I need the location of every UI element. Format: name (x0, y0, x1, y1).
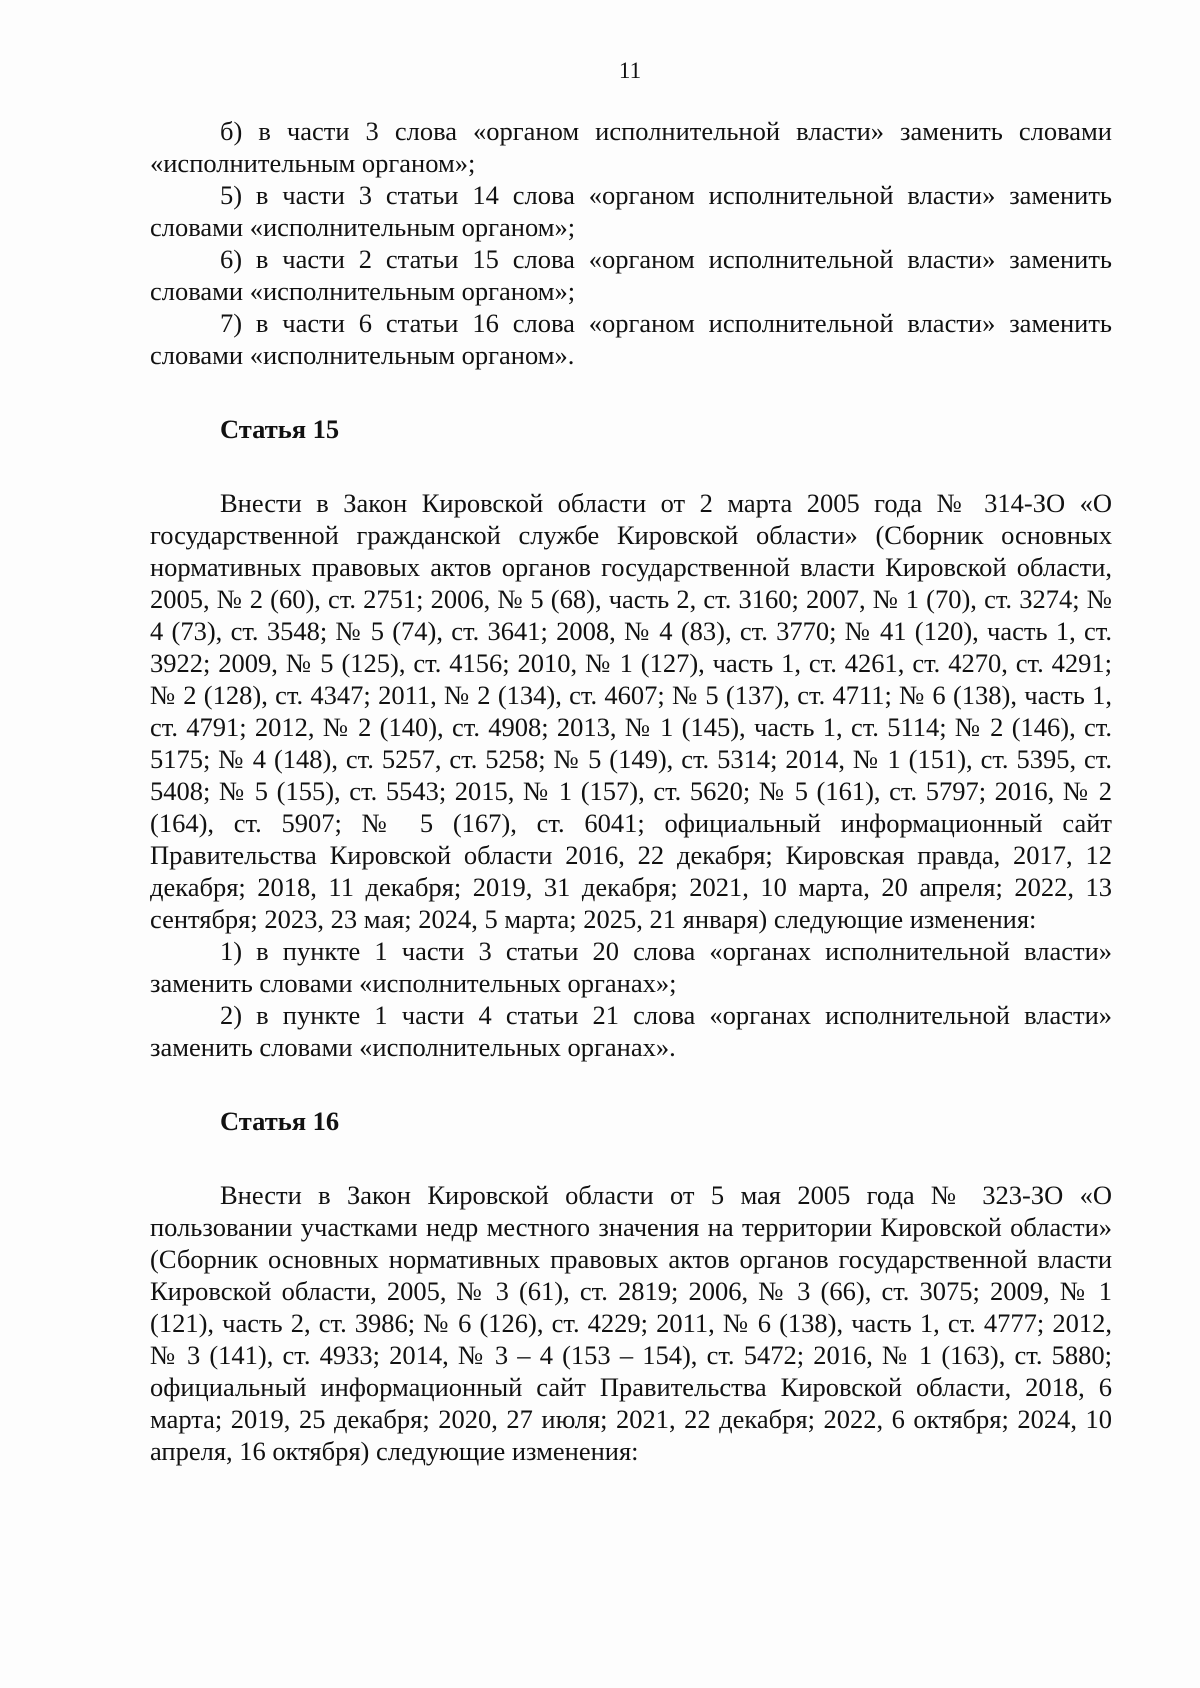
list-item: б) в части 3 слова «органом исполнительной власти» заменить словами «исполнительным органом»; (150, 116, 1112, 178)
list-item: 1) в пункте 1 части 3 статьи 20 слова «органах исполнительной власти» заменить словами «исполнительных органах»; (150, 936, 1112, 998)
article-16-heading: Статья 16 (220, 1106, 340, 1136)
page-number: 11 (618, 58, 642, 83)
article-16-intro: Внести в Закон Кировской области от 5 мая 2005 года № 323-ЗО «О пользовании участками недр местного значения на территории Кировской области» (Сборник основных нормативных правовых актов органов государственной власти Кировской области, 2005, № 3 (61), ст. 2819; 2006, № 3 (66), ст. 3075; 2009, № 1 (121), часть 2, ст. 3986; № 6 (126), ст. 4229; 2011, № 6 (138), часть 1, ст. 4777; 2012, № 3 (141), ст. 4933; 2014, № 3 – 4 (153 – 154), ст. 5472; 2016, № 1 (163), ст. 5880; официальный информационный сайт Правительства Кировской области, 2018, 6 марта; 2019, 25 декабря; 2020, 27 июля; 2021, 22 декабря; 2022, 6 октября; 2024, 10 апреля, 16 октября) следующие изменения: (150, 1180, 1112, 1466)
document-body (150, 115, 1112, 1467)
article-15-heading: Статья 15 (220, 414, 340, 444)
list-item: 7) в части 6 статьи 16 слова «органом исполнительной власти» заменить словами «исполнительным органом». (150, 308, 1112, 370)
list-item: 6) в части 2 статьи 15 слова «органом исполнительной власти» заменить словами «исполнительным органом»; (150, 244, 1112, 306)
list-item: 5) в части 3 статьи 14 слова «органом исполнительной власти» заменить словами «исполнительным органом»; (150, 180, 1112, 242)
article-15-intro: Внести в Закон Кировской области от 2 марта 2005 года № 314-ЗО «О государственной гражданской службе Кировской области» (Сборник основных нормативных правовых актов органов государственной власти Кировской области, 2005, № 2 (60), ст. 2751; 2006, № 5 (68), часть 2, ст. 3160; 2007, № 1 (70), ст. 3274; № 4 (73), ст. 3548; № 5 (74), ст. 3641; 2008, № 4 (83), ст. 3770; № 41 (120), часть 1, ст. 3922; 2009, № 5 (125), ст. 4156; 2010, № 1 (127), часть 1, ст. 4261, ст. 4270, ст. 4291; № 2 (128), ст. 4347; 2011, № 2 (134), ст. 4607; № 5 (137), ст. 4711; № 6 (138), часть 1, ст. 4791; 2012, № 2 (140), ст. 4908; 2013, № 1 (145), часть 1, ст. 5114; № 2 (146), ст. 5175; № 4 (148), ст. 5257, ст. 5258; № 5 (149), ст. 5314; 2014, № 1 (151), ст. 5395, ст. 5408; № 5 (155), ст. 5543; 2015, № 1 (157), ст. 5620; № 5 (161), ст. 5797; 2016, № 2 (164), ст. 5907; № 5 (167), ст. 6041; официальный информационный сайт Правительства Кировской области 2016, 22 декабря; Кировская правда, 2017, 12 декабря; 2018, 11 декабря; 2019, 31 декабря; 2021, 10 марта, 20 апреля; 2022, 13 сентября; 2023, 23 мая; 2024, 5 марта; 2025, 21 января) следующие изменения: (150, 488, 1112, 934)
list-item: 2) в пункте 1 части 4 статьи 21 слова «органах исполнительной власти» заменить словами «исполнительных органах». (150, 1000, 1112, 1062)
